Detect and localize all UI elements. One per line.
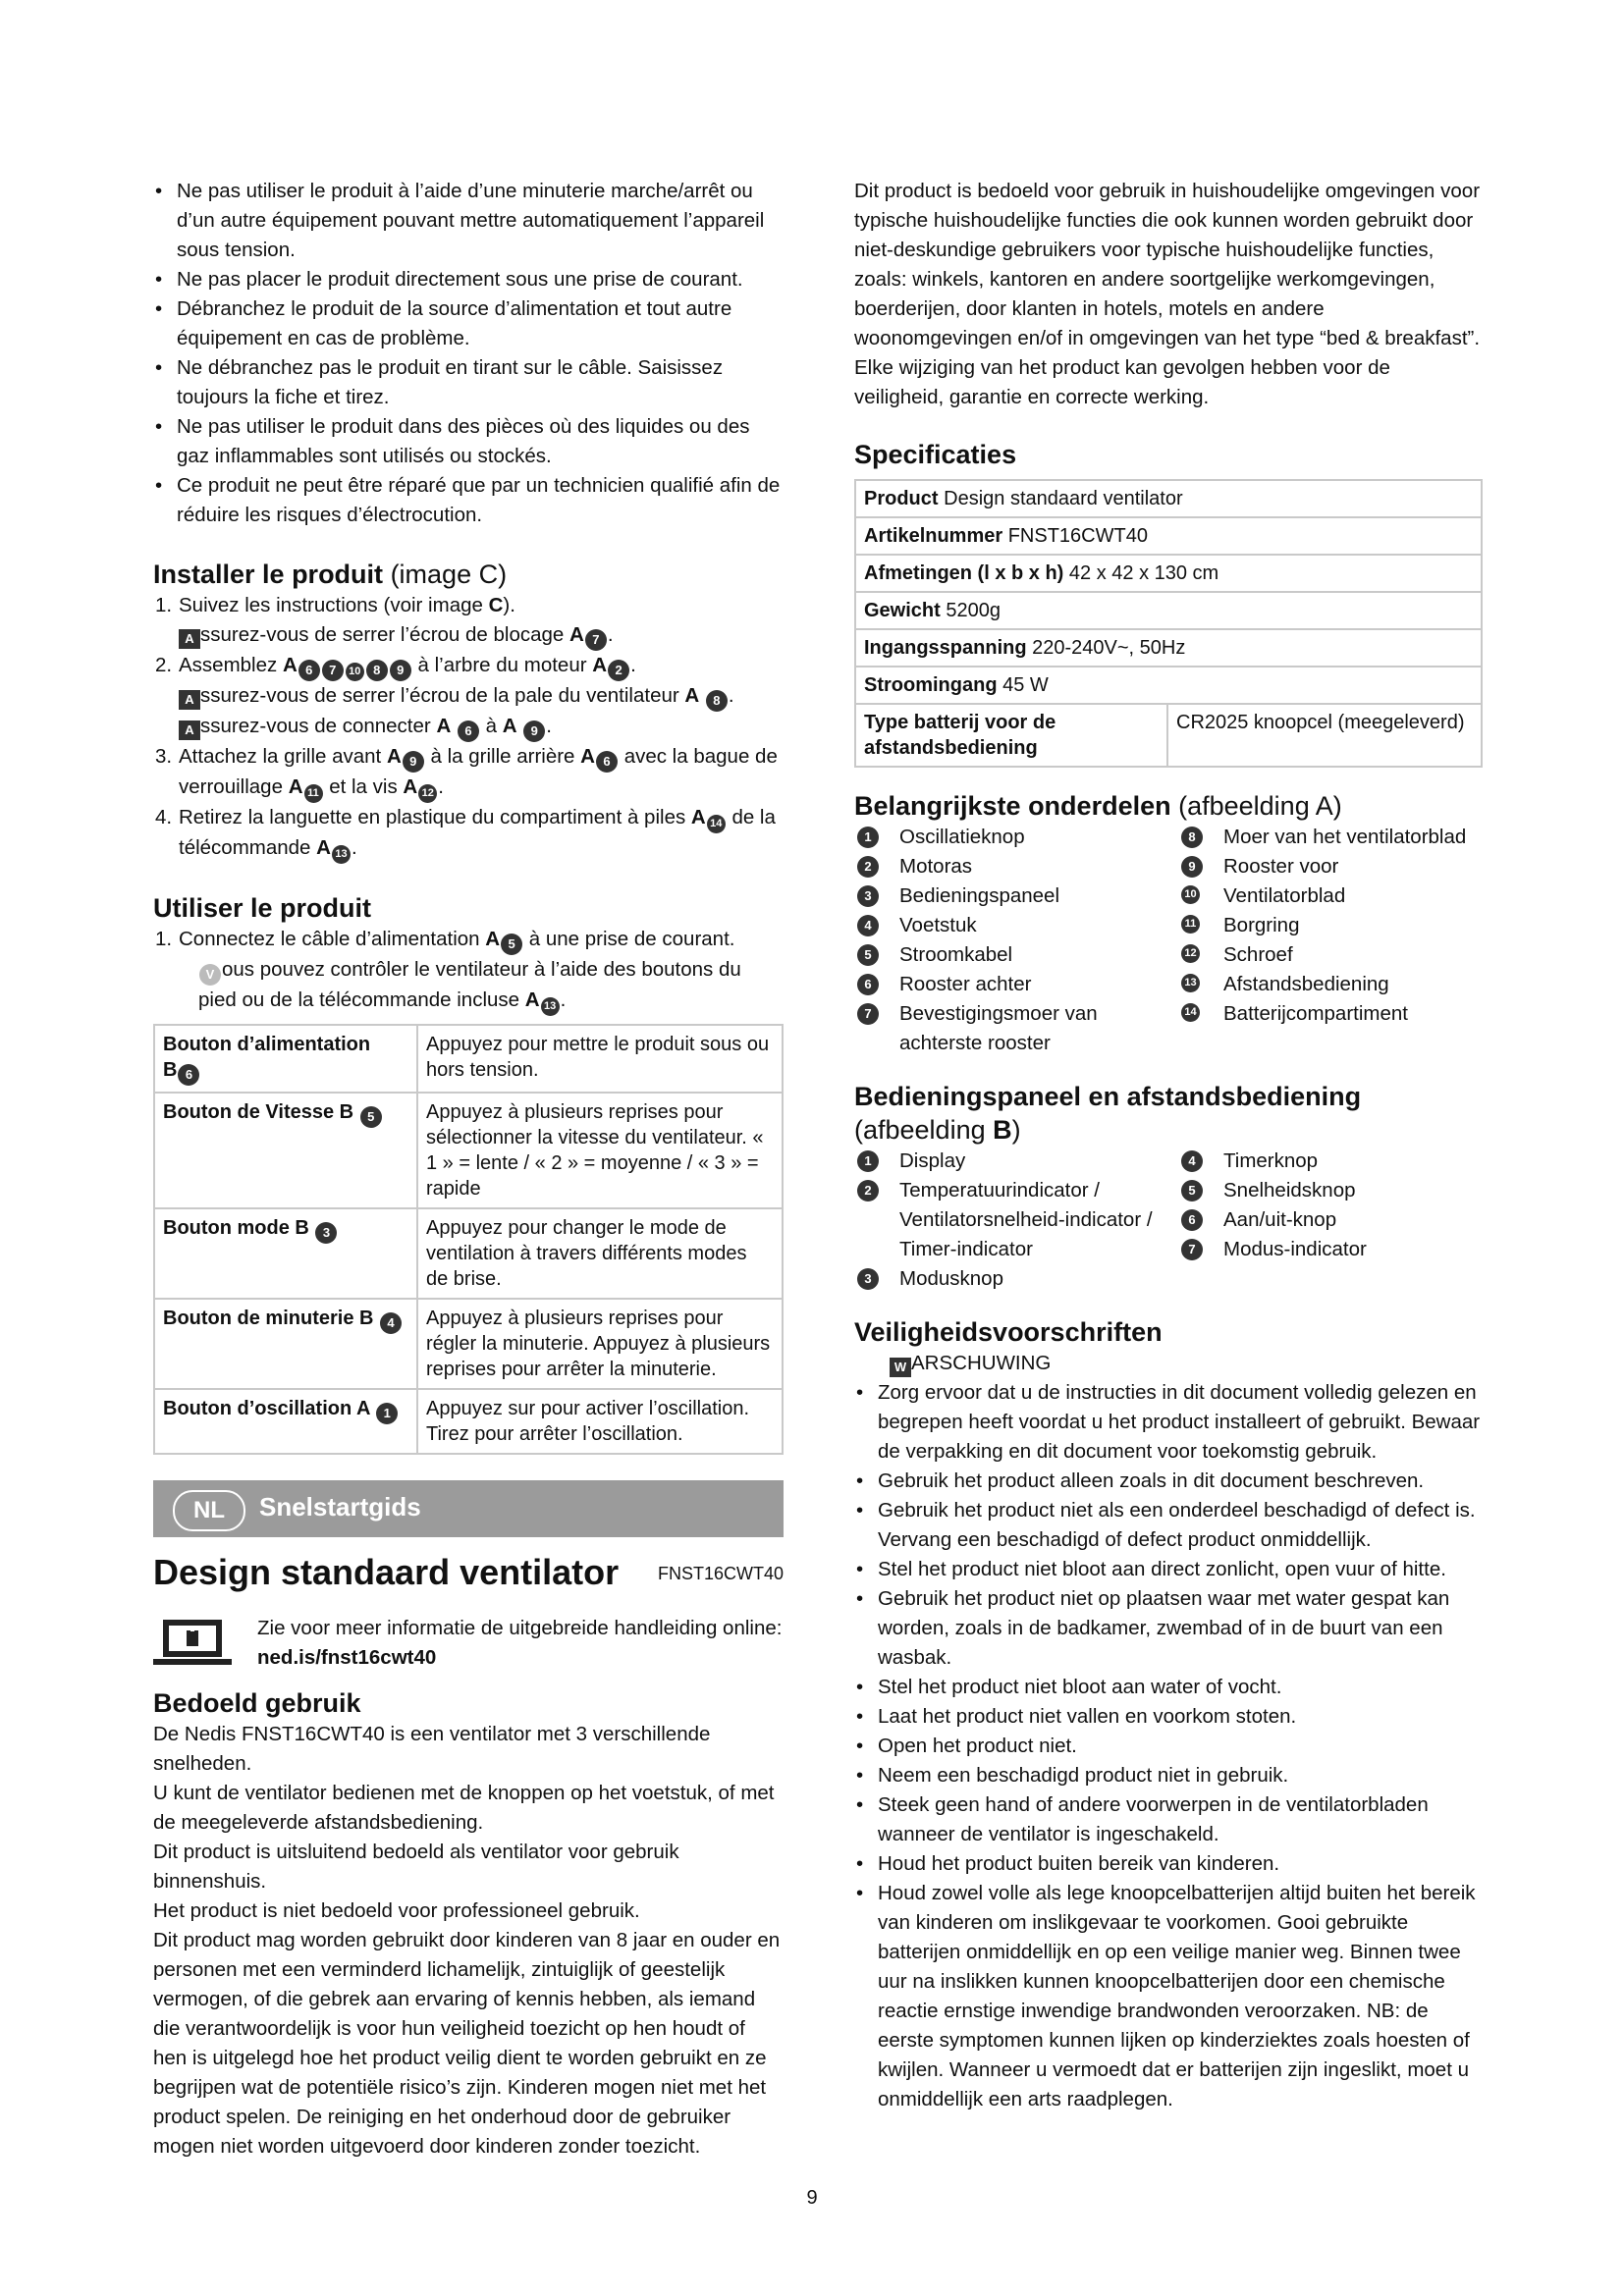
list-item: 7 Modus-indicator xyxy=(1178,1235,1483,1264)
panel-parts-list xyxy=(854,1147,1483,1294)
table-row: Gewicht 5200g xyxy=(855,592,1482,629)
table-row: Artikelnummer FNST16CWT40 xyxy=(855,517,1482,555)
warning-label: ARSCHUWING xyxy=(911,1352,1052,1374)
list-item: 3 Bedieningspaneel xyxy=(854,881,1178,911)
list-item: • Houd het product buiten bereik van kinderen. xyxy=(854,1849,1483,1879)
list-item: 4 Timerknop xyxy=(1178,1147,1483,1176)
list-item: 6 Rooster achter xyxy=(854,970,1178,999)
list-item: 3. Attachez la grille avant A 9 à la grille arrière A 6 avec la bague de verrouillage A 11 et la vis A 12 . xyxy=(153,742,784,803)
list-item: • Open het product niet. xyxy=(854,1732,1483,1761)
info-text: Zie voor meer informatie de uitgebreide handleiding online: xyxy=(257,1617,783,1639)
intended-use-continued: Dit product is bedoeld voor gebruik in huishoudelijke omgevingen voor typische huishoudelijke functies die ook kunnen worden gebruikt door niet-deskundige gebruikers voor typische huishoudelijke functies, zoals: winkels, kantoren en andere soortgelijke werkomgevingen, boerderijen, door klanten in hotels, motels en andere woonomgevingen en/of in omgevingen van het type “bed & breakfast”. Elke wijziging van het product kan gevolgen hebben voor de veiligheid, garantie en correcte werking. xyxy=(854,180,1481,408)
list-item: 4. Retirez la languette en plastique du compartiment à piles A 14 de la télécommande A 13 . xyxy=(153,803,784,864)
list-item: 2 Temperatuurindicator / Ventilatorsnelheid-indicator / Timer-indicator xyxy=(854,1176,1178,1264)
list-item: • Débranchez le produit de la source d’alimentation et tout autre équipement en cas de problème. xyxy=(153,294,784,353)
use-steps xyxy=(153,925,784,1016)
list-item: • Gebruik het product niet als een onderdeel beschadigd of defect is. Vervang een beschadigd of defect product onmiddellijk. xyxy=(854,1496,1483,1555)
list-item: 1. Suivez les instructions (voir image C). A ssurez-vous de serrer l’écrou de blocage A 7 . xyxy=(153,591,784,651)
table-row: Bouton d’oscillation A 1 Appuyez sur pour activer l’oscillation. Tirez pour arrêter l’oscillation. xyxy=(154,1389,783,1454)
install-heading: Installer le produit (image C) xyxy=(153,560,508,589)
info-block xyxy=(153,1610,784,1679)
install-steps xyxy=(153,591,784,864)
list-item: 1 Oscillatieknop xyxy=(854,823,1178,852)
list-item: 1 Display xyxy=(854,1147,1178,1176)
warning-label-row xyxy=(854,1349,1483,1378)
list-item: 5 Snelheidsknop xyxy=(1178,1176,1483,1205)
spec-heading: Specificaties xyxy=(854,440,1017,469)
list-item: • Stel het product niet bloot aan direct zonlicht, open vuur of hitte. xyxy=(854,1555,1483,1584)
list-item: • Neem een beschadigd product niet in gebruik. xyxy=(854,1761,1483,1790)
list-item: 9 Rooster voor xyxy=(1178,852,1483,881)
list-item: • Zorg ervoor dat u de instructies in dit document volledig gelezen en begrepen heeft voordat u het product installeert of gebruikt. Bewaar de verpakking en dit document voor toekomstig gebruik. xyxy=(854,1378,1483,1467)
list-item: 10 Ventilatorblad xyxy=(1178,881,1483,911)
use-heading: Utiliser le produit xyxy=(153,893,372,923)
table-row: Type batterij voor de afstandsbediening CR2025 knoopcel (meegeleverd) xyxy=(855,704,1482,767)
page-number: 9 xyxy=(806,2187,818,2209)
table-row: Bouton mode B 3 Appuyez pour changer le mode de ventilation à travers différents modes de brise. xyxy=(154,1208,783,1299)
list-item: 2 Motoras xyxy=(854,852,1178,881)
title-row xyxy=(153,1551,784,1598)
table-row: Bouton de Vitesse B 5 Appuyez à plusieurs reprises pour sélectionner la vitesse du ventilateur. « 1 » = lente / « 2 » = moyenne / « 3 » = rapide xyxy=(154,1093,783,1208)
list-item: • Ne pas placer le produit directement sous une prise de courant. xyxy=(153,265,784,294)
intended-use-text: De Nedis FNST16CWT40 is een ventilator met 3 verschillende snelheden. U kunt de ventilator bedienen met de knoppen op het voetstuk, of met de meegeleverde afstandsbediening. Dit product is uitsluitend bedoeld als ventilator voor gebruik binnenshuis. Het product is niet bedoeld voor professioneel gebruik. Dit product mag worden gebruikt door kinderen van 8 jaar en ouder en personen met een verminderd lichamelijk, zintuiglijk of geestelijk vermogen, of die gebrek aan ervaring of kennis hebben, als iemand die verantwoordelijk is voor hun veiligheid toezicht op hen houdt of hen is uitgelegd hoe het product veilig dient te worden gebruikt en ze begrijpen wat de potentiële risico’s zijn. Kinderen mogen niet met het product spelen. De reiniging en het onderhoud door de gebruiker mogen niet worden uitgevoerd door kinderen zonder toezicht. xyxy=(153,1723,781,2158)
list-item: • Laat het product niet vallen en voorkom stoten. xyxy=(854,1702,1483,1732)
quick-start-banner xyxy=(153,1480,784,1537)
list-item: • Ne débranchez pas le produit en tirant sur le câble. Saisissez toujours la fiche et tirez. xyxy=(153,353,784,412)
table-row: Afmetingen (l x b x h) 42 x 42 x 130 cm xyxy=(855,555,1482,592)
list-item: 3 Modusknop xyxy=(854,1264,1178,1294)
parts-heading: Belangrijkste onderdelen (afbeelding A) xyxy=(854,791,1342,821)
list-item: 11 Borgring xyxy=(1178,911,1483,940)
info-icon: V xyxy=(199,964,221,986)
list-item: 6 Aan/uit-knop xyxy=(1178,1205,1483,1235)
product-code: FNST16CWT40 xyxy=(657,1564,784,1583)
table-row: Ingangsspanning 220-240V~, 50Hz xyxy=(855,629,1482,667)
list-item: • Ne pas utiliser le produit dans des pièces où des liquides ou des gaz inflammables sont utilisés ou stockés. xyxy=(153,412,784,471)
manual-link[interactable]: ned.is/fnst16cwt40 xyxy=(257,1646,437,1669)
list-item: • Gebruik het product niet op plaatsen waar met water gespat kan worden, zoals in de badkamer, zwembad of in de buurt van een wasbak. xyxy=(854,1584,1483,1673)
callout-7-icon: 7 xyxy=(585,629,607,651)
list-item: • Ce produit ne peut être réparé que par un technicien qualifié afin de réduire les risques d’électrocution. xyxy=(153,471,784,530)
table-row: Product Design standaard ventilator xyxy=(855,480,1482,517)
table-row: Bouton de minuterie B 4 Appuyez à plusieurs reprises pour régler la minuterie. Appuyez à plusieurs reprises pour arrêter la minuterie. xyxy=(154,1299,783,1389)
panel-heading: Bedieningspaneel en afstandsbediening (afbeelding B) xyxy=(854,1082,1362,1145)
table-row: Bouton d’alimentation B 6 Appuyez pour mettre le produit sous ou hors tension. xyxy=(154,1025,783,1093)
safety-bullet-list xyxy=(854,1378,1483,2114)
list-item: 1. Connectez le câble d’alimentation A 5 à une prise de courant. V ous pouvez contrôler le ventilateur à l’aide des boutons du pied ou de la télécommande incluse A 13 . xyxy=(153,925,784,1016)
laptop-info-icon xyxy=(153,1618,232,1667)
language-pill: NL xyxy=(173,1490,245,1531)
warning-icon: A xyxy=(179,629,200,649)
spec-table xyxy=(854,479,1483,768)
intro-bullet-list xyxy=(153,177,784,530)
list-item: • Ne pas utiliser le produit à l’aide d’une minuterie marche/arrêt ou d’un autre équipement pouvant mettre automatiquement l’appareil sous tension. xyxy=(153,177,784,265)
parts-list xyxy=(854,823,1483,1058)
banner-label: Snelstartgids xyxy=(259,1492,421,1522)
table-row: Stroomingang 45 W xyxy=(855,667,1482,704)
list-item: • Steek geen hand of andere voorwerpen in de ventilatorbladen wanneer de ventilator is ingeschakeld. xyxy=(854,1790,1483,1849)
list-item: 8 Moer van het ventilatorblad xyxy=(1178,823,1483,852)
list-item: 5 Stroomkabel xyxy=(854,940,1178,970)
list-item: 2. Assemblez A 6 7 10 8 9 à l’arbre du moteur A 2 . A ssurez-vous de serrer l’écrou de la pale du ventilateur A 8 . A ssurez-vous de connecter A 6 à A 9 . xyxy=(153,651,784,742)
warning-icon: A xyxy=(179,721,200,740)
list-item: • Houd zowel volle als lege knoopcelbatterijen altijd buiten het bereik van kinderen om inslikgevaar te voorkomen. Gooi gebruikte batterijen onmiddellijk en op een veilige manier weg. Binnen twee uur na inslikken kunnen knoopcelbatterijen door een chemische reactie ernstige inwendige brandwonden veroorzaken. NB: de eerste symptomen kunnen lijken op kinderziektes zoals hoesten of kwijlen. Wanneer u vermoedt dat er batterijen zijn ingeslikt, moet u onmiddellijk een arts raadplegen. xyxy=(854,1879,1483,2114)
button-function-table xyxy=(153,1024,784,1455)
list-item: 4 Voetstuk xyxy=(854,911,1178,940)
list-item: • Stel het product niet bloot aan water of vocht. xyxy=(854,1673,1483,1702)
list-item: 13 Afstandsbediening xyxy=(1178,970,1483,999)
left-column xyxy=(153,177,784,2162)
warning-icon: W xyxy=(890,1358,911,1377)
list-item: 14 Batterijcompartiment xyxy=(1178,999,1483,1029)
page-title: Design standaard ventilator xyxy=(153,1552,620,1592)
right-column xyxy=(854,177,1483,2114)
warning-icon: A xyxy=(179,690,200,710)
safety-heading: Veiligheidsvoorschriften xyxy=(854,1317,1163,1347)
list-item: 7 Bevestigingsmoer van achterste rooster xyxy=(854,999,1178,1058)
list-item: • Gebruik het product alleen zoals in dit document beschreven. xyxy=(854,1467,1483,1496)
list-item: 12 Schroef xyxy=(1178,940,1483,970)
intended-use-heading: Bedoeld gebruik xyxy=(153,1688,361,1718)
